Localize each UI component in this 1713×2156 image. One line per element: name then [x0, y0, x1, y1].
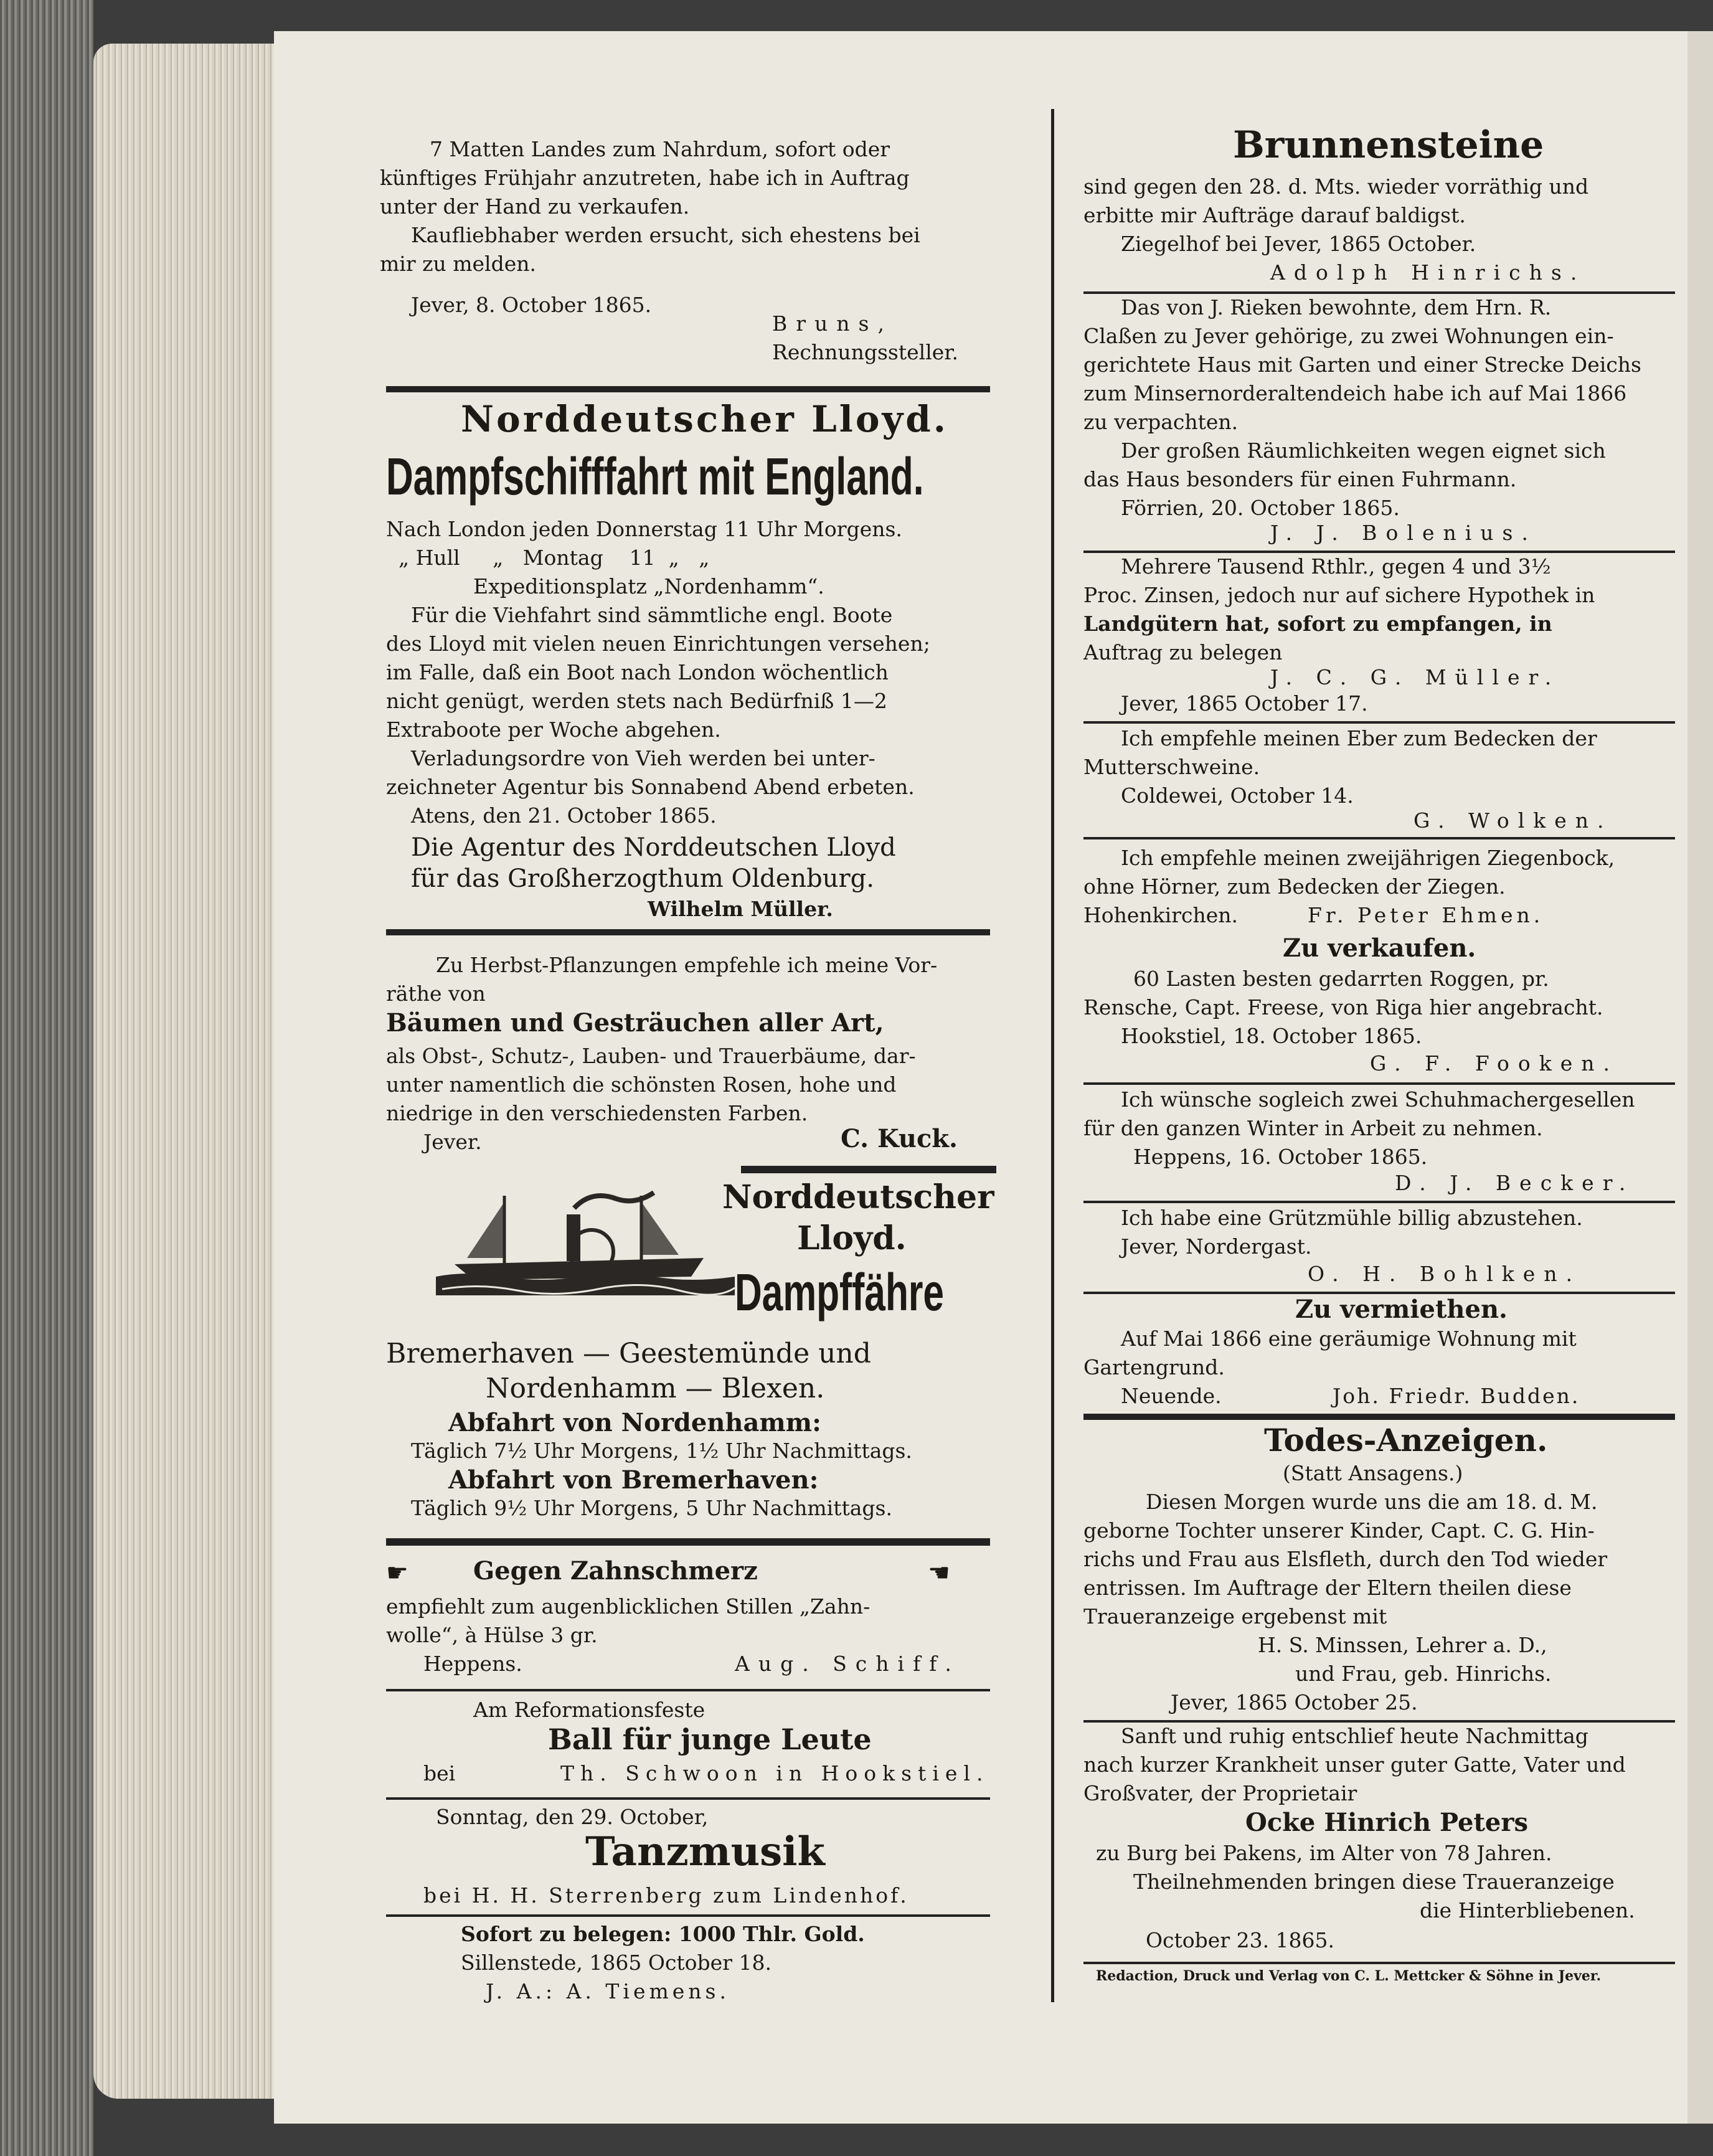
ad-heading: Norddeutscher Lloyd.	[461, 398, 948, 440]
ad-date: Hookstiel, 18. October 1865.	[1121, 1024, 1422, 1048]
ad-text-line: Auf Mai 1866 eine geräumige Wohnung mit	[1121, 1326, 1577, 1351]
ad-signature: G. Wolken.	[1413, 808, 1613, 833]
page-stack-edge	[93, 44, 274, 2099]
ad-text-line: Ich empfehle meinen zweijährigen Ziegenbock,	[1121, 846, 1615, 870]
ad-text-line: (Statt Ansagens.)	[1283, 1461, 1463, 1485]
ad-place: Heppens.	[423, 1652, 522, 1676]
ad-text-line: Nach London jeden Donnerstag 11 Uhr Morgens.	[386, 517, 902, 541]
ad-divider	[1083, 721, 1675, 724]
ad-text-line: Das von J. Rieken bewohnte, dem Hrn. R.	[1121, 295, 1552, 319]
ad-heading: Ocke Hinrich Peters	[1245, 1808, 1528, 1837]
ad-text-line: Th. Schwoon in Hookstiel.	[560, 1761, 989, 1785]
ad-text-line: Kaufliebhaber werden ersucht, sich ehestens bei	[411, 223, 920, 247]
ad-date: October 23. 1865.	[1146, 1928, 1335, 1952]
ad-place: Hohenkirchen.	[1083, 903, 1239, 927]
ad-text-line: Jever, Nordergast.	[1121, 1234, 1312, 1259]
ad-heading: Gegen Zahnschmerz	[473, 1556, 758, 1586]
ad-text-line: „ Hull „ Montag 11 „ „	[399, 546, 710, 570]
imprint-footer: Redaction, Druck und Verlag von C. L. Mettcker & Söhne in Jever.	[1096, 1968, 1602, 1984]
ad-divider	[386, 1797, 990, 1800]
ad-text-line: Zu Herbst-Pflanzungen empfehle ich meine Vor-	[436, 953, 938, 977]
ad-date: Atens, den 21. October 1865.	[411, 803, 717, 828]
ad-text-line: Sonntag, den 29. October,	[436, 1805, 709, 1829]
ad-text-line: sind gegen den 28. d. Mts. wieder vorräthig und	[1083, 174, 1589, 199]
ad-divider	[1083, 291, 1675, 294]
ad-text-line: Bremerhaven — Geestemünde und	[386, 1338, 871, 1369]
ad-text-line: Gartengrund.	[1083, 1355, 1225, 1379]
ad-text-line: 60 Lasten besten gedarrten Roggen, pr.	[1133, 967, 1549, 991]
ad-divider	[1083, 837, 1675, 839]
ad-text-line: Für die Viehfahrt sind sämmtliche engl. Boote	[411, 603, 893, 627]
ad-subheading: Abfahrt von Bremerhaven:	[448, 1465, 819, 1495]
ad-signature: Bruns,	[772, 311, 893, 336]
ad-divider-thick	[386, 929, 990, 935]
ad-heading: Todes-Anzeigen.	[1264, 1422, 1548, 1459]
ad-text-line: Proc. Zinsen, jedoch nur auf sichere Hypothek in	[1083, 583, 1595, 607]
ad-date: Heppens, 16. October 1865.	[1133, 1145, 1428, 1169]
ad-text-line: Die Agentur des Norddeutschen Lloyd	[411, 833, 896, 862]
ad-text-line: zeichneter Agentur bis Sonnabend Abend erbeten.	[386, 775, 915, 799]
ad-signature: D. J. Becker.	[1395, 1171, 1635, 1195]
pointing-hand-icon: ☛	[386, 1559, 408, 1587]
ad-text-line: Ich empfehle meinen Eber zum Bedecken der	[1121, 726, 1597, 750]
ad-text-line: künftiges Frühjahr anzutreten, habe ich in Auftrag	[380, 166, 910, 190]
ad-text-line: Verladungsordre von Vieh werden bei unter-	[411, 746, 875, 770]
ad-text-line: geborne Tochter unserer Kinder, Capt. C. G. Hin-	[1083, 1518, 1595, 1543]
ad-text-line: Claßen zu Jever gehörige, zu zwei Wohnungen ein-	[1083, 324, 1614, 348]
ad-text-line: Theilnehmenden bringen diese Traueranzeige	[1133, 1870, 1615, 1894]
ad-place: Neuende.	[1121, 1384, 1222, 1408]
ad-text-line: Großvater, der Proprietair	[1083, 1781, 1357, 1805]
ad-signature: C. Kuck.	[841, 1124, 958, 1153]
ad-text-line: Sofort zu belegen: 1000 Thlr. Gold.	[461, 1922, 865, 1946]
ad-divider	[1083, 1720, 1675, 1723]
ad-heading: Lloyd.	[797, 1219, 907, 1257]
ad-signature: die Hinterbliebenen.	[1420, 1898, 1635, 1922]
ad-text-line: Auftrag zu belegen	[1083, 640, 1283, 664]
ad-divider-thick	[386, 1538, 990, 1546]
ad-signature: J. C. G. Müller.	[1270, 665, 1560, 689]
ad-text-line: wolle“, à Hülse 3 gr.	[386, 1623, 598, 1647]
ad-text-line: mir zu melden.	[380, 252, 537, 276]
ad-divider	[1083, 1292, 1675, 1294]
ad-text-line: zum Minsernorderaltendeich habe ich auf Mai 1866	[1083, 381, 1627, 405]
ad-text-line: nach kurzer Krankheit unser guter Gatte, Vater und	[1083, 1752, 1626, 1777]
ad-text-line: entrissen. Im Auftrage der Eltern theilen diese	[1083, 1576, 1572, 1600]
ad-date: Jever, 8. October 1865.	[411, 293, 652, 317]
column-divider	[1051, 109, 1054, 2002]
ad-text-line: im Falle, daß ein Boot nach London wöchentlich	[386, 660, 889, 684]
ad-text-line: unter namentlich die schönsten Rosen, hohe und	[386, 1072, 897, 1097]
book-spine	[0, 0, 93, 2156]
ad-text-line: zu verpachten.	[1083, 410, 1239, 434]
ad-signature: und Frau, geb. Hinrichs.	[1295, 1662, 1552, 1686]
ad-text-line: Traueranzeige ergebenst mit	[1083, 1604, 1387, 1629]
ad-text-line: für das Großherzogthum Oldenburg.	[411, 864, 874, 893]
ad-text-line: Am Reformationsfeste	[473, 1698, 705, 1722]
ad-divider	[1083, 551, 1675, 553]
ad-text-line: für den ganzen Winter in Arbeit zu nehmen.	[1083, 1116, 1543, 1140]
next-page-edge	[1687, 31, 1713, 2124]
ad-text-line: des Lloyd mit vielen neuen Einrichtungen versehen;	[386, 631, 930, 656]
ad-place: Jever.	[423, 1130, 482, 1154]
ad-signature: Joh. Friedr. Budden.	[1333, 1384, 1580, 1408]
ad-text-line: Der großen Räumlichkeiten wegen eignet sich	[1121, 438, 1606, 463]
ad-signature-title: Rechnungssteller.	[772, 340, 958, 364]
ad-signature: J. J. Bolenius.	[1270, 521, 1537, 545]
ad-signature: Wilhelm Müller.	[648, 897, 833, 921]
ad-text-line: unter der Hand zu verkaufen.	[380, 194, 690, 219]
ad-heading: Brunnensteine	[1233, 123, 1544, 167]
ad-heading: Norddeutscher	[722, 1178, 994, 1216]
ad-heading: Zu verkaufen.	[1283, 934, 1476, 963]
ad-text-line: Mutterschweine.	[1083, 755, 1260, 779]
ad-divider	[386, 1914, 990, 1917]
ad-divider	[1083, 1082, 1675, 1085]
ad-text-line: richs und Frau aus Elsfleth, durch den Tod wieder	[1083, 1547, 1608, 1571]
ad-date: Coldewei, October 14.	[1121, 783, 1354, 808]
ad-text-line: Sanft und ruhig entschlief heute Nachmittag	[1121, 1724, 1588, 1748]
ad-signature: Adolph Hinrichs.	[1270, 260, 1586, 285]
ad-subheading: Abfahrt von Nordenhamm:	[448, 1408, 821, 1437]
ad-text-line: Diesen Morgen wurde uns die am 18. d. M.	[1146, 1490, 1598, 1514]
ad-divider	[1083, 1201, 1675, 1203]
ad-text-line: Täglich 9½ Uhr Morgens, 5 Uhr Nachmittags.	[411, 1496, 892, 1520]
ad-text-line: empfiehlt zum augenblicklichen Stillen „Zahn-	[386, 1594, 871, 1619]
ad-text-line: bei H. H. Sterrenberg zum Lindenhof.	[423, 1883, 909, 1908]
ad-date: Jever, 1865 October 17.	[1121, 691, 1368, 716]
ad-divider	[386, 1689, 990, 1691]
ad-text-line: Expeditionsplatz „Nordenhamm“.	[473, 574, 824, 598]
ad-text-line: erbitte mir Aufträge darauf baldigst.	[1083, 203, 1466, 227]
ad-signature: O. H. Bohlken.	[1308, 1262, 1582, 1286]
ad-headline: Dampffähre	[735, 1263, 945, 1321]
ad-date: Ziegelhof bei Jever, 1865 October.	[1121, 232, 1476, 256]
ad-divider-thick	[741, 1166, 996, 1173]
ad-text-line: ohne Hörner, zum Bedecken der Ziegen.	[1083, 874, 1506, 899]
ad-headline: Dampfschifffahrt mit England.	[386, 447, 924, 506]
ad-text-line: Extraboote per Woche abgehen.	[386, 717, 721, 742]
ad-text-line: Täglich 7½ Uhr Morgens, 1½ Uhr Nachmittags.	[411, 1439, 912, 1463]
ad-text-line: Nordenhamm — Blexen.	[486, 1373, 825, 1404]
ad-text-line: nicht genügt, werden stets nach Bedürfniß 1—2	[386, 689, 887, 713]
ad-divider-thick	[1083, 1414, 1675, 1420]
ad-text-line: 7 Matten Landes zum Nahrdum, sofort oder	[430, 137, 890, 161]
ad-date: Sillenstede, 1865 October 18.	[461, 1950, 772, 1975]
ad-signature: J. A.: A. Tiemens.	[486, 1979, 730, 2003]
ad-text-line: Rensche, Capt. Freese, von Riga hier angebracht.	[1083, 995, 1603, 1019]
ad-text-line: Ich wünsche sogleich zwei Schuhmachergesellen	[1121, 1087, 1635, 1112]
steamship-illustration-icon	[430, 1183, 741, 1308]
ad-date: Förrien, 20. October 1865.	[1121, 496, 1400, 520]
ad-heading: Zu vermiethen.	[1295, 1295, 1508, 1324]
ad-text-line: Mehrere Tausend Rthlr., gegen 4 und 3½	[1121, 554, 1551, 579]
ad-text-line: Landgütern hat, sofort zu empfangen, in	[1083, 612, 1552, 636]
ad-text-line: zu Burg bei Pakens, im Alter von 78 Jahren.	[1096, 1841, 1552, 1865]
ad-heading: Bäumen und Gesträuchen aller Art,	[386, 1008, 884, 1038]
ad-divider	[1083, 1962, 1675, 1964]
ad-date: Jever, 1865 October 25.	[1171, 1690, 1418, 1714]
ad-heading: Tanzmusik	[585, 1828, 825, 1875]
ad-text-line: niedrige in den verschiedensten Farben.	[386, 1101, 808, 1125]
ad-signature: Aug. Schiff.	[735, 1652, 960, 1676]
ad-divider-thick	[386, 386, 990, 392]
ad-text-line: räthe von	[386, 981, 486, 1006]
pointing-hand-icon: ☚	[928, 1559, 950, 1587]
ad-text-line: Ich habe eine Grützmühle billig abzustehen.	[1121, 1206, 1583, 1230]
ad-signature: Fr. Peter Ehmen.	[1308, 903, 1544, 927]
ad-signature: G. F. Fooken.	[1370, 1051, 1618, 1076]
ad-text-line: bei	[423, 1761, 456, 1785]
ad-signature: H. S. Minssen, Lehrer a. D.,	[1258, 1633, 1547, 1657]
ad-text-line: als Obst-, Schutz-, Lauben- und Trauerbäume, dar-	[386, 1044, 916, 1068]
ad-text-line: das Haus besonders für einen Fuhrmann.	[1083, 467, 1517, 491]
ad-heading: Ball für junge Leute	[548, 1723, 872, 1756]
ad-text-line: gerichtete Haus mit Garten und einer Strecke Deichs	[1083, 352, 1641, 377]
